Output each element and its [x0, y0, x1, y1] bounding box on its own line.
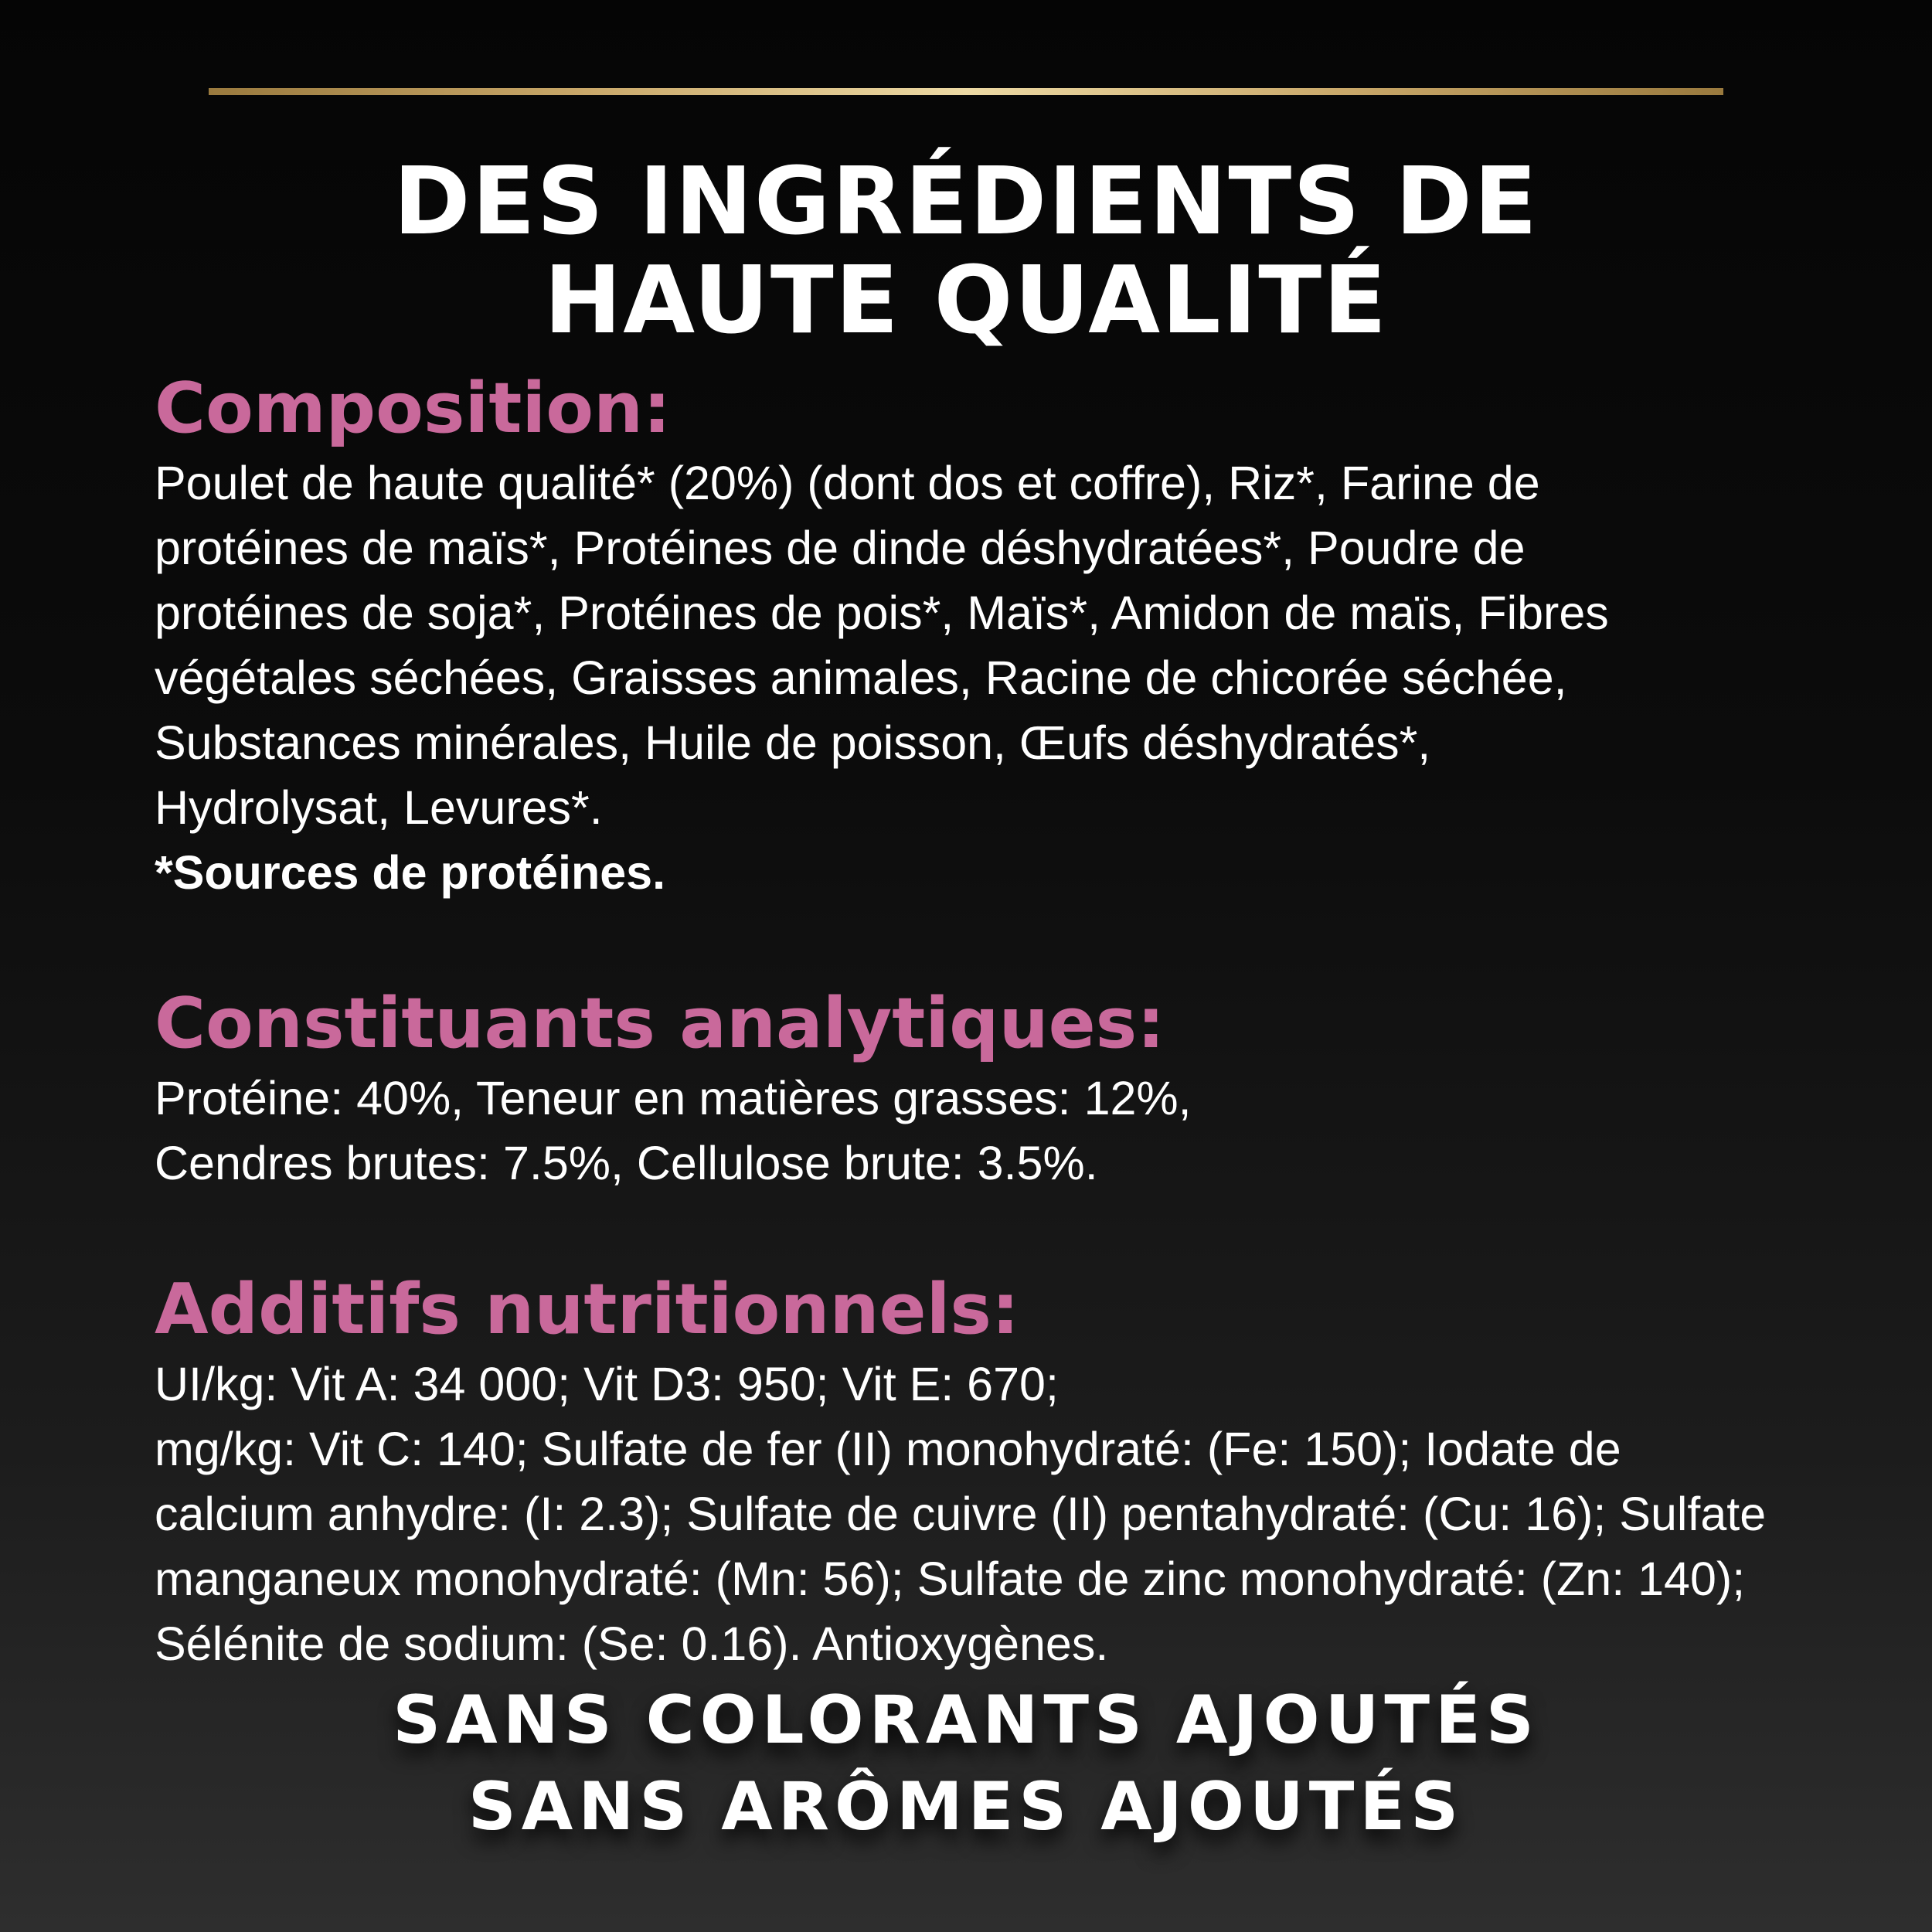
composition-line: végétales séchées, Graisses animales, Racine de chicorée séchée, [155, 651, 1567, 704]
analytical-title: Constituants analytiques: [155, 983, 1165, 1064]
no-added-colorants-claim: SANS COLORANTS AJOUTÉS [393, 1682, 1539, 1759]
composition-line: Poulet de haute qualité* (20%) (dont dos et coffre), Riz*, Farine de [155, 457, 1540, 509]
composition-line: protéines de soja*, Protéines de pois*, Maïs*, Amidon de maïs, Fibres [155, 587, 1609, 639]
composition-line: Substances minérales, Huile de poisson, Œufs déshydratés*, [155, 716, 1431, 769]
analytical-section [155, 982, 1824, 1196]
additives-line: Sélénite de sodium: (Se: 0.16). Antioxygènes. [155, 1617, 1109, 1670]
composition-line: Hydrolysat, Levures*. [155, 781, 603, 834]
composition-section [155, 367, 1824, 905]
additives-text [155, 1352, 1824, 1676]
additives-line: manganeux monohydraté: (Mn: 56); Sulfate de zinc monohydraté: (Zn: 140); [155, 1553, 1746, 1605]
additives-section [155, 1268, 1824, 1676]
analytical-line: Protéine: 40%, Teneur en matières grasses: 12%, [155, 1072, 1192, 1124]
protein-sources-footnote: *Sources de protéines. [155, 846, 666, 899]
composition-text [155, 451, 1824, 905]
label-content [155, 367, 1824, 1676]
composition-title: Composition: [155, 368, 672, 449]
additives-line: UI/kg: Vit A: 34 000; Vit D3: 950; Vit E: 670; [155, 1358, 1059, 1410]
composition-line: protéines de maïs*, Protéines de dinde déshydratées*, Poudre de [155, 522, 1526, 574]
additives-line: mg/kg: Vit C: 140; Sulfate de fer (II) monohydraté: (Fe: 150); Iodate de [155, 1423, 1621, 1475]
headline [0, 148, 1932, 355]
headline-line-2: HAUTE QUALITÉ [543, 247, 1389, 355]
gold-divider [209, 88, 1723, 95]
additives-line: calcium anhydre: (I: 2.3); Sulfate de cuivre (II) pentahydraté: (Cu: 16); Sulfate [155, 1488, 1767, 1540]
claims-block [0, 1677, 1932, 1850]
no-added-flavors-claim: SANS ARÔMES AJOUTÉS [468, 1768, 1464, 1845]
analytical-line: Cendres brutes: 7.5%, Cellulose brute: 3.5%. [155, 1137, 1098, 1189]
headline-line-1: DES INGRÉDIENTS DE [393, 148, 1539, 256]
analytical-text [155, 1066, 1824, 1196]
additives-title: Additifs nutritionnels: [155, 1269, 1019, 1350]
